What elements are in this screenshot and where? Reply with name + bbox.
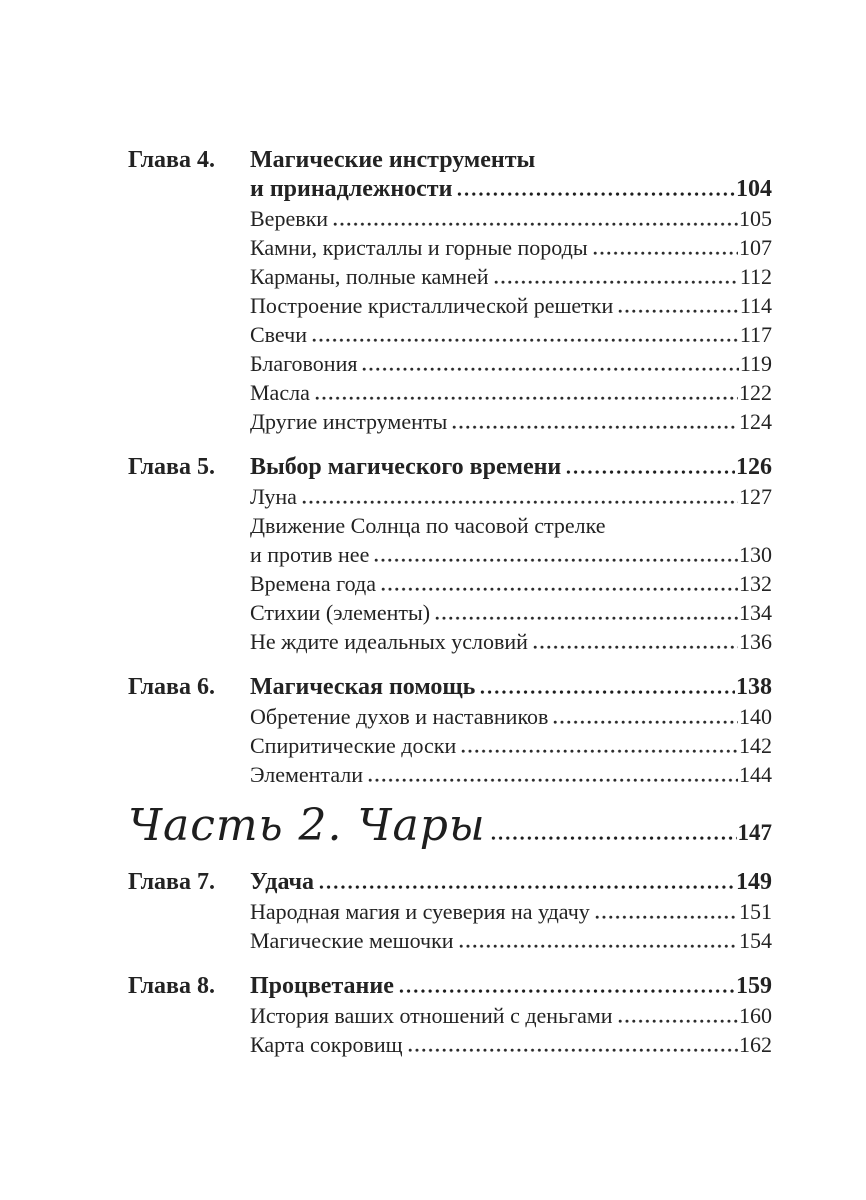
entry-title: Благовония <box>250 351 358 376</box>
dot-leader <box>452 424 738 429</box>
entry-title: Карта сокровищ <box>250 1032 403 1057</box>
chapter-title: Выбор магического времени <box>250 454 562 480</box>
table-of-contents <box>128 146 772 1059</box>
toc-row <box>128 540 772 569</box>
toc-row <box>128 702 772 731</box>
dot-leader <box>595 914 738 919</box>
dot-leader <box>553 719 738 724</box>
dot-leader <box>618 308 739 313</box>
dot-leader <box>480 689 735 694</box>
page-number: 112 <box>739 264 772 289</box>
page-number: 114 <box>739 293 772 318</box>
dot-leader <box>315 395 738 400</box>
toc-row <box>128 1030 772 1059</box>
page-number: 119 <box>739 351 772 376</box>
dot-leader <box>399 988 735 993</box>
page-number: 104 <box>736 176 772 202</box>
dot-leader <box>312 337 739 342</box>
chapter-6-block <box>128 673 772 789</box>
toc-row <box>128 868 772 897</box>
page-number: 160 <box>739 1003 772 1028</box>
entry-title-line1: Движение Солнца по часовой стрелке <box>250 513 606 538</box>
toc-row <box>128 897 772 926</box>
page-number: 127 <box>739 484 772 509</box>
dot-leader <box>302 499 738 504</box>
chapter-label: Глава 4. <box>128 147 215 173</box>
page-number: 136 <box>739 629 772 654</box>
dot-leader <box>362 366 738 371</box>
toc-row <box>128 673 772 702</box>
toc-row <box>128 511 772 540</box>
dot-leader <box>593 250 738 255</box>
page-number: 162 <box>739 1032 772 1057</box>
toc-row <box>128 349 772 378</box>
toc-row <box>128 320 772 349</box>
entry-title: Построение кристаллической решетки <box>250 293 614 318</box>
entry-title: Другие инструменты <box>250 409 448 434</box>
entry-title: Времена года <box>250 571 376 596</box>
page-number: 144 <box>739 762 772 787</box>
chapter-title-line1: Магические инструменты <box>250 147 536 173</box>
toc-row <box>128 407 772 436</box>
part-heading-row <box>128 801 772 851</box>
entry-title: Стихии (элементы) <box>250 600 431 625</box>
dot-leader <box>319 884 735 889</box>
toc-row <box>128 262 772 291</box>
chapter-4-block <box>128 146 772 436</box>
entry-title: Народная магия и суеверия на удачу <box>250 899 590 924</box>
entry-title-line2: и против нее <box>250 542 370 567</box>
entry-title: Спиритические доски <box>250 733 457 758</box>
page-number: 117 <box>739 322 772 347</box>
entry-title: Камни, кристаллы и горные породы <box>250 235 588 260</box>
toc-row <box>128 627 772 656</box>
toc-row <box>128 378 772 407</box>
dot-leader <box>374 557 738 562</box>
toc-row <box>128 146 772 175</box>
toc-row <box>128 453 772 482</box>
dot-leader <box>533 644 738 649</box>
dot-leader <box>461 748 738 753</box>
chapter-title: Магическая помощь <box>250 674 476 700</box>
page-number: 124 <box>739 409 772 434</box>
page-number: 132 <box>739 571 772 596</box>
chapter-label: Глава 7. <box>128 869 215 895</box>
toc-row <box>128 731 772 760</box>
page-number: 151 <box>739 899 772 924</box>
entry-title: История ваших отношений с деньгами <box>250 1003 613 1028</box>
toc-row <box>128 598 772 627</box>
toc-row <box>128 175 772 204</box>
dot-leader <box>435 615 738 620</box>
page-number: 138 <box>736 674 772 700</box>
entry-title: Не ждите идеальных условий <box>250 629 528 654</box>
page-number: 126 <box>736 454 772 480</box>
entry-title: Обретение духов и наставников <box>250 704 549 729</box>
toc-row <box>128 291 772 320</box>
dot-leader <box>618 1018 738 1023</box>
page-number: 122 <box>739 380 772 405</box>
entry-title: Луна <box>250 484 297 509</box>
dot-leader <box>368 777 738 782</box>
page-number: 142 <box>739 733 772 758</box>
chapter-title: Процветание <box>250 973 394 999</box>
chapter-5-block <box>128 453 772 656</box>
chapter-title-line2: и принадлежности <box>250 176 453 202</box>
chapter-label: Глава 8. <box>128 973 215 999</box>
page-number: 159 <box>736 973 772 999</box>
page-number: 149 <box>736 869 772 895</box>
dot-leader <box>457 191 735 196</box>
dot-leader <box>459 943 738 948</box>
toc-row <box>128 926 772 955</box>
entry-title: Элементали <box>250 762 364 787</box>
entry-title: Веревки <box>250 206 329 231</box>
entry-title: Масла <box>250 380 310 405</box>
entry-title: Магические мешочки <box>250 928 454 953</box>
chapter-8-block <box>128 972 772 1059</box>
page-number: 105 <box>739 206 772 231</box>
toc-row <box>128 569 772 598</box>
page-number: 130 <box>739 542 772 567</box>
chapter-7-block <box>128 868 772 955</box>
entry-title: Свечи <box>250 322 307 347</box>
page-number: 107 <box>739 235 772 260</box>
page-number: 154 <box>739 928 772 953</box>
page-number: 134 <box>739 600 772 625</box>
toc-row <box>128 972 772 1001</box>
toc-row <box>128 233 772 262</box>
dot-leader <box>381 586 738 591</box>
toc-row <box>128 1001 772 1030</box>
dot-leader <box>566 469 735 474</box>
chapter-title: Удача <box>250 869 315 895</box>
page-number: 140 <box>739 704 772 729</box>
toc-row <box>128 482 772 511</box>
dot-leader <box>408 1047 738 1052</box>
chapter-label: Глава 5. <box>128 454 215 480</box>
entry-title: Карманы, полные камней <box>250 264 489 289</box>
page-number: 147 <box>737 820 772 845</box>
dot-leader <box>494 279 739 284</box>
dot-leader <box>491 835 737 840</box>
toc-row <box>128 204 772 233</box>
chapter-label: Глава 6. <box>128 674 215 700</box>
part-heading: Часть 2. Чары <box>128 800 486 851</box>
dot-leader <box>333 221 738 226</box>
toc-row <box>128 760 772 789</box>
